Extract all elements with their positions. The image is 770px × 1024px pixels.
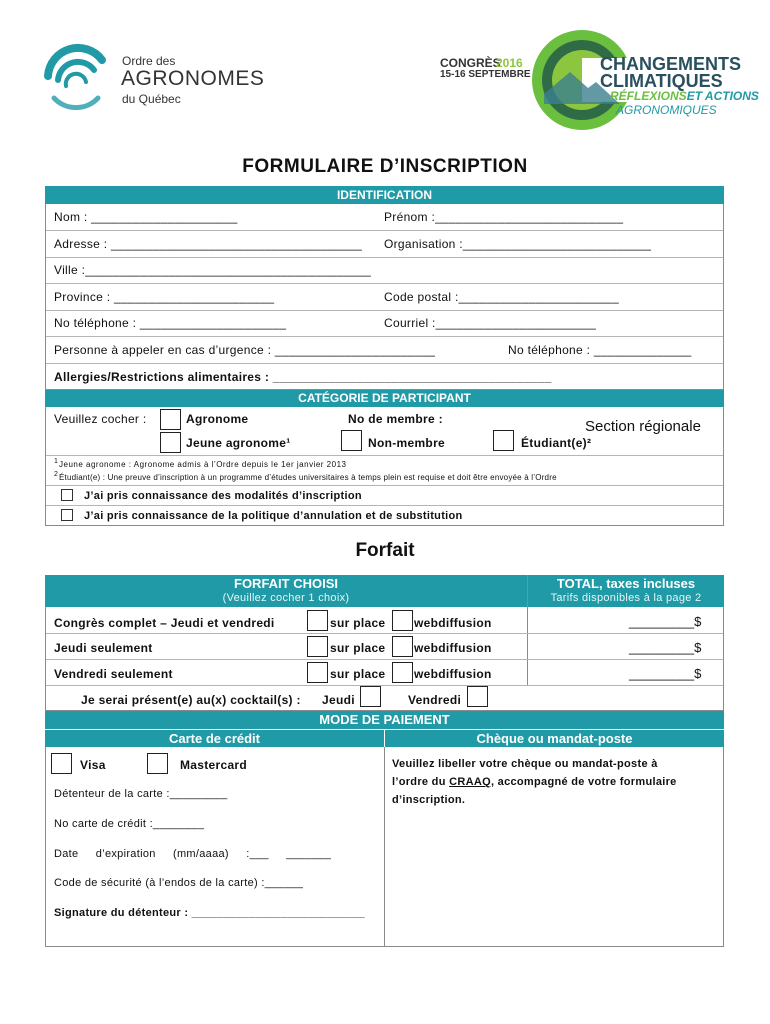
sur-place-label: sur place (330, 667, 386, 681)
urgence-telephone-field[interactable]: No téléphone : ______________ (508, 343, 692, 357)
ack-annulation-checkbox[interactable] (61, 509, 73, 521)
jeune-agronome-checkbox[interactable] (160, 432, 181, 453)
carte-credit-header: Carte de crédit (45, 729, 384, 747)
divider (46, 455, 723, 456)
form-title: FORMULAIRE D’INSCRIPTION (242, 156, 528, 177)
congress-dates: 15-16 SEPTEMBRE (440, 69, 531, 80)
divider (46, 485, 723, 486)
identification-header: IDENTIFICATION (45, 186, 724, 204)
allergies-field[interactable]: Allergies/Restrictions alimentaires : ________________________________________ (54, 370, 552, 384)
visa-checkbox[interactable] (51, 753, 72, 774)
cheque-line2-start: l’ordre du (392, 776, 450, 788)
courriel-field[interactable]: Courriel :_______________________ (384, 316, 597, 330)
cheque-header: Chèque ou mandat-poste (384, 729, 724, 747)
cocktail-jeudi-label: Jeudi (322, 693, 355, 707)
agronomes-logo-mark-icon (36, 36, 114, 114)
changements-line3a: RÉFLEXIONS (610, 89, 687, 103)
divider (46, 310, 723, 311)
etudiant-checkbox[interactable] (493, 430, 514, 451)
sur-place-checkbox[interactable] (307, 662, 328, 683)
congress-label (440, 56, 540, 86)
adresse-field[interactable]: Adresse : ____________________________________ (54, 237, 363, 251)
telephone-field[interactable]: No téléphone : _____________________ (54, 316, 287, 330)
forfait-row-label: Vendredi seulement (54, 667, 173, 681)
forfait-choisi-heading: FORFAIT CHOISI (234, 576, 338, 591)
cocktail-jeudi-checkbox[interactable] (360, 686, 381, 707)
changements-line3b: ET ACTIONS (686, 89, 759, 103)
forfait-row-label: Jeudi seulement (54, 641, 153, 655)
craaq-link: CRAAQ (449, 776, 491, 788)
divider (46, 505, 723, 506)
cocktail-vendredi-label: Vendredi (408, 693, 462, 707)
agronome-label: Agronome (186, 412, 249, 426)
detenteur-field[interactable]: Détenteur de la carte :_________ (54, 788, 228, 800)
signature-field[interactable]: Signature du détenteur : ___________________________ (54, 907, 365, 919)
no-carte-field[interactable]: No carte de crédit :________ (54, 818, 205, 830)
sur-place-checkbox[interactable] (307, 636, 328, 657)
divider (46, 230, 723, 231)
cheque-instructions-line2 (392, 776, 677, 788)
agronomes-logo (36, 36, 265, 116)
congress-year: 2016 (496, 56, 523, 70)
footnote-2: Étudiant(e) : Une preuve d’inscription à un programme d’études universitaires à temps plein est requise et doit être envoyée à l’Ordre (59, 473, 557, 482)
forfait-row-label: Congrès complet – Jeudi et vendredi (54, 616, 275, 630)
code-postal-field[interactable]: Code postal :_______________________ (384, 290, 620, 304)
veuillez-cocher-label: Veuillez cocher : (54, 412, 147, 426)
sur-place-label: sur place (330, 616, 386, 630)
forfait-choisi-sub: (Veuillez cocher 1 choix) (222, 592, 350, 604)
section-regionale-label[interactable]: Section régionale (585, 418, 701, 435)
sur-place-label: sur place (330, 641, 386, 655)
cocktail-vendredi-checkbox[interactable] (467, 686, 488, 707)
note2-marker: 2 (54, 471, 58, 478)
no-membre-label: No de membre : (348, 412, 443, 426)
divider (46, 283, 723, 284)
urgence-field[interactable]: Personne à appeler en cas d’urgence : _______________________ (54, 343, 436, 357)
congress-title: CONGRÈS (440, 56, 501, 70)
logo-line3: du Québec (122, 92, 181, 106)
divider (384, 747, 385, 947)
ack-modalites-checkbox[interactable] (61, 489, 73, 501)
visa-label: Visa (80, 758, 106, 772)
non-membre-checkbox[interactable] (341, 430, 362, 451)
organisation-field[interactable]: Organisation :___________________________ (384, 237, 652, 251)
non-membre-label: Non-membre (368, 436, 446, 450)
total-field[interactable]: _________$ (629, 640, 702, 655)
ville-field[interactable]: Ville :_________________________________________ (54, 263, 372, 277)
categorie-header: CATÉGORIE DE PARTICIPANT (45, 390, 724, 407)
webdiffusion-label: webdiffusion (414, 641, 492, 655)
forfait-title: Forfait (355, 540, 415, 561)
divider (46, 363, 723, 364)
webdiffusion-label: webdiffusion (414, 616, 492, 630)
securite-field[interactable]: Code de sécurité (à l’endos de la carte) :______ (54, 877, 304, 889)
divider (46, 336, 723, 337)
forfait-header-right (528, 575, 724, 607)
sur-place-checkbox[interactable] (307, 610, 328, 631)
changements-line1: CHANGEMENTS (600, 54, 742, 74)
paiement-header: MODE DE PAIEMENT (45, 711, 724, 729)
logo-line2: AGRONOMES (121, 67, 265, 90)
ack-annulation-label: J’ai pris connaissance de la politique d’annulation et de substitution (84, 510, 463, 522)
webdiffusion-checkbox[interactable] (392, 662, 413, 683)
divider (46, 633, 723, 634)
cheque-line2-end: , accompagné de votre formulaire (490, 776, 677, 788)
nom-field[interactable]: Nom : _____________________ (54, 210, 238, 224)
changements-line3 (610, 89, 759, 103)
forfait-header-left (45, 575, 527, 607)
total-field[interactable]: _________$ (629, 666, 702, 681)
total-heading: TOTAL, taxes incluses (556, 576, 696, 591)
province-field[interactable]: Province : _______________________ (54, 290, 275, 304)
divider (46, 659, 723, 660)
etudiant-label: Étudiant(e)² (521, 436, 592, 450)
note1-marker: 1 (54, 458, 58, 465)
webdiffusion-checkbox[interactable] (392, 636, 413, 657)
cheque-instructions-line3: d’inscription. (392, 794, 466, 806)
changements-line2: CLIMATIQUES (600, 71, 723, 91)
mastercard-checkbox[interactable] (147, 753, 168, 774)
cheque-instructions-line1: Veuillez libeller votre chèque ou mandat-poste à (392, 758, 658, 770)
divider (46, 685, 723, 686)
cocktail-label: Je serai présent(e) au(x) cocktail(s) : (81, 693, 301, 707)
agronome-checkbox[interactable] (160, 409, 181, 430)
divider (527, 575, 528, 685)
ack-modalites-label: J’ai pris connaissance des modalités d’inscription (84, 490, 362, 502)
total-sub: Tarifs disponibles à la page 2 (550, 592, 702, 604)
jeune-agronome-label: Jeune agronome¹ (186, 436, 291, 450)
logo-line1: Ordre des (122, 54, 176, 68)
total-field[interactable]: _________$ (629, 614, 702, 629)
footnote-1: Jeune agronome : Agronome admis à l’Ordre depuis le 1er janvier 2013 (59, 460, 347, 469)
prenom-field[interactable]: Prénom :___________________________ (384, 210, 624, 224)
mastercard-label: Mastercard (180, 758, 248, 772)
changements-logo (530, 28, 760, 132)
expiration-field[interactable]: Date d’expiration (mm/aaaa) :___ _______ (54, 848, 332, 860)
webdiffusion-checkbox[interactable] (392, 610, 413, 631)
divider (46, 257, 723, 258)
webdiffusion-label: webdiffusion (414, 667, 492, 681)
changements-line4: AGRONOMIQUES (616, 103, 717, 117)
